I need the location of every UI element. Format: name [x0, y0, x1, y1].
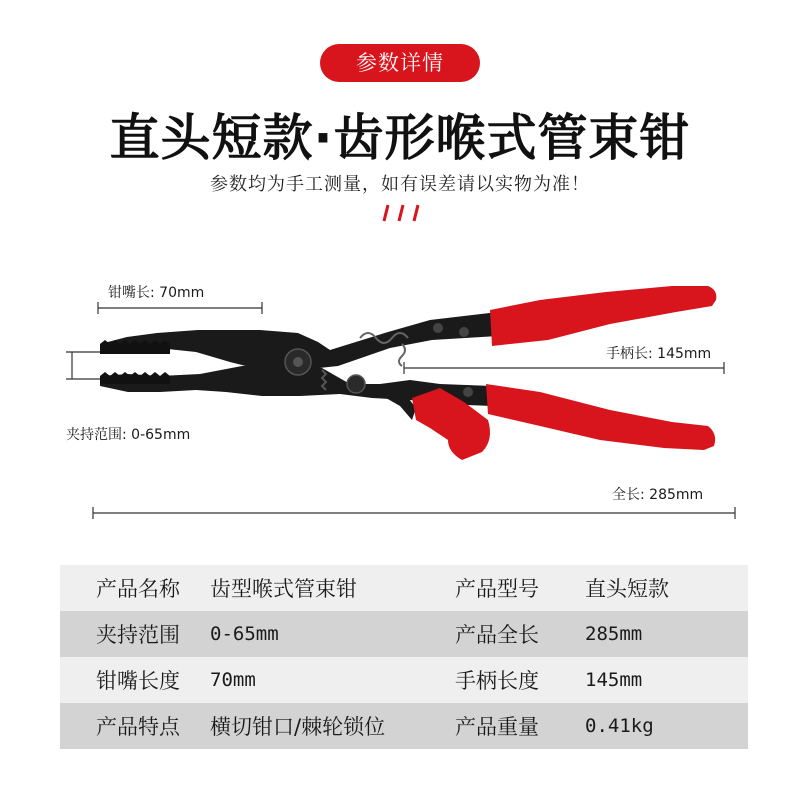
jaw-length-label: 钳嘴长: 70mm: [108, 285, 205, 301]
handle-length-dimension-line: [404, 362, 724, 374]
spec-table: [60, 565, 748, 749]
spec-key: 产品全长: [455, 611, 585, 657]
table-row: [60, 565, 748, 611]
lower-red-handle: [486, 384, 715, 450]
spec-key: 钳嘴长度: [60, 657, 210, 703]
clamp-range-label: 夹持范围: 0-65mm: [66, 427, 191, 443]
handle-length-label: 手柄长: 145mm: [606, 346, 712, 362]
spec-value: 齿型喉式管束钳: [210, 565, 455, 611]
spec-key: 产品特点: [60, 703, 210, 749]
jaw-length-dimension-line: [98, 302, 262, 314]
section-badge: 参数详情: [320, 44, 480, 82]
spec-value: 0-65mm: [210, 611, 455, 657]
table-row: [60, 703, 748, 749]
measurement-note: 参数均为手工测量，如有误差请以实物为准！: [210, 174, 590, 195]
spec-key: 产品型号: [455, 565, 585, 611]
clamp-range-dimension-line: [66, 352, 104, 379]
spec-key: 产品名称: [60, 565, 210, 611]
spec-value: 70mm: [210, 657, 455, 703]
spec-value: 145mm: [585, 657, 748, 703]
page-title: 直头短款·齿形喉式管束钳: [109, 109, 691, 167]
spec-value: 0.41kg: [585, 703, 748, 749]
upper-red-handle: [490, 286, 716, 346]
spec-value: 285mm: [585, 611, 748, 657]
total-length-label: 全长: 285mm: [612, 487, 704, 503]
spec-value: 横切钳口/棘轮锁位: [210, 703, 455, 749]
spec-key: 夹持范围: [60, 611, 210, 657]
hose-clamp-pliers-illustration: [0, 260, 800, 530]
decorative-slashes: [378, 204, 424, 222]
table-row: [60, 611, 748, 657]
table-row: [60, 657, 748, 703]
spec-key: 产品重量: [455, 703, 585, 749]
spec-value: 直头短款: [585, 565, 748, 611]
spec-key: 手柄长度: [455, 657, 585, 703]
total-length-dimension-line: [93, 507, 735, 519]
